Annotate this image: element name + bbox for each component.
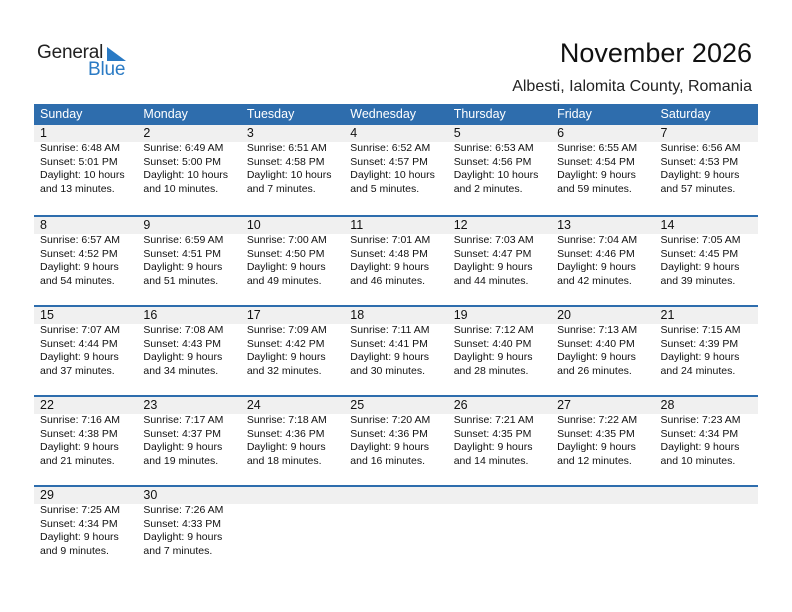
sunset-text: Sunset: 4:52 PM [40,247,118,260]
daylight-text: and 44 minutes. [453,274,529,287]
week-row [34,215,758,305]
daylight-text: and 2 minutes. [453,182,523,195]
daylight-text: Daylight: 9 hours [557,441,636,453]
daylight-text: Daylight: 9 hours [246,441,326,453]
sunrise-text: Sunrise: 7:08 AM [143,324,224,336]
daylight-text: and 30 minutes. [350,364,425,377]
sunrise-text: Sunrise: 6:55 AM [557,142,638,154]
day-number: 27 [557,398,572,412]
day-number: 4 [350,126,358,140]
sunset-text: Sunset: 4:39 PM [660,337,739,350]
daylight-text: Daylight: 10 hours [453,169,539,181]
daylight-text: Daylight: 10 hours [350,169,435,181]
day-cell [655,487,758,558]
day-number: 13 [557,218,572,232]
day-number: 17 [246,308,261,322]
sunrise-text: Sunrise: 6:51 AM [246,142,327,154]
day-number: 28 [660,398,675,412]
sunrise-text: Sunrise: 7:01 AM [350,234,431,246]
calendar-grid [34,104,758,575]
daylight-text: and 26 minutes. [557,364,632,377]
day-number: 1 [40,126,47,140]
sunset-text: Sunset: 4:33 PM [143,517,222,530]
daylight-text: and 10 minutes. [143,182,219,195]
day-cell [34,397,137,468]
sunset-text: Sunset: 4:44 PM [40,337,118,350]
sunset-text: Sunset: 4:34 PM [660,427,739,440]
day-number: 21 [660,308,675,322]
week-row [34,305,758,395]
day-number: 3 [246,126,254,140]
day-number: 14 [660,218,675,232]
sunset-text: Sunset: 4:36 PM [246,427,325,440]
weekday-monday: Monday [143,107,188,121]
day-number: 2 [143,126,151,140]
day-number: 11 [350,218,364,232]
day-cell [344,125,447,196]
daylight-text: and 7 minutes. [246,182,316,195]
day-cell [137,307,240,378]
daylight-text: Daylight: 9 hours [350,351,430,363]
sunset-text: Sunset: 4:54 PM [557,155,635,168]
day-number [661,487,758,504]
day-cell [137,487,240,558]
daylight-text: and 59 minutes. [557,182,632,195]
daylight-text: and 37 minutes. [40,364,115,377]
day-number: 5 [453,126,461,140]
day-number: 16 [143,308,158,322]
sunrise-text: Sunrise: 7:07 AM [40,324,120,336]
daylight-text: and 51 minutes. [143,274,219,287]
sunset-text: Sunset: 4:41 PM [350,337,428,350]
daylight-text: and 21 minutes. [40,454,115,467]
day-cell [344,307,447,378]
daylight-text: Daylight: 9 hours [40,351,119,363]
day-cell [34,487,137,558]
sunset-text: Sunset: 4:40 PM [453,337,532,350]
sunrise-text: Sunrise: 6:57 AM [40,234,120,246]
sunrise-text: Sunrise: 6:59 AM [143,234,224,246]
logo-text-blue: Blue [88,59,126,80]
day-number: 7 [660,126,668,140]
day-number: 29 [40,488,54,502]
day-cell [655,125,758,196]
sunrise-text: Sunrise: 7:13 AM [557,324,638,336]
day-cell [344,397,447,468]
day-cell [137,125,240,196]
day-number: 25 [350,398,365,412]
daylight-text: and 13 minutes. [40,182,115,195]
day-cell [551,487,654,558]
daylight-text: and 57 minutes. [660,182,736,195]
sunset-text: Sunset: 4:37 PM [143,427,222,440]
sunrise-text: Sunrise: 7:00 AM [246,234,327,246]
sunset-text: Sunset: 5:00 PM [143,155,222,168]
sunrise-text: Sunrise: 7:25 AM [40,504,120,516]
sunrise-text: Sunrise: 7:11 AM [350,324,430,336]
day-number: 22 [40,398,54,412]
day-cell [448,307,551,378]
day-cell [34,217,137,288]
day-number: 12 [453,218,468,232]
day-number: 24 [246,398,261,412]
day-number: 15 [40,308,54,322]
sunset-text: Sunset: 4:36 PM [350,427,428,440]
sunrise-text: Sunrise: 7:12 AM [453,324,534,336]
sunset-text: Sunset: 4:38 PM [40,427,118,440]
weeks-container [34,125,758,575]
day-cell [448,217,551,288]
daylight-text: Daylight: 9 hours [350,261,430,273]
daylight-text: Daylight: 9 hours [453,441,533,453]
sunrise-text: Sunrise: 6:49 AM [143,142,224,154]
page-title: November 2026 [559,38,752,68]
daylight-text: and 10 minutes. [660,454,736,467]
day-cell [34,125,137,196]
sunrise-text: Sunrise: 6:53 AM [453,142,534,154]
day-number [454,487,551,504]
daylight-text: and 54 minutes. [40,274,115,287]
day-number [557,487,654,504]
day-number: 26 [453,398,468,412]
day-cell [655,217,758,288]
weekday-wednesday: Wednesday [350,107,417,121]
sunrise-text: Sunrise: 7:15 AM [660,324,741,336]
sunrise-text: Sunrise: 7:03 AM [453,234,534,246]
day-number: 19 [453,308,468,322]
day-number: 18 [350,308,365,322]
daylight-text: Daylight: 9 hours [660,441,740,453]
weekday-saturday: Saturday [660,107,711,121]
weekday-thursday: Thursday [453,107,506,121]
daylight-text: Daylight: 9 hours [246,261,326,273]
sunset-text: Sunset: 4:43 PM [143,337,222,350]
daylight-text: Daylight: 9 hours [143,261,223,273]
daylight-text: and 19 minutes. [143,454,219,467]
daylight-text: Daylight: 9 hours [660,351,740,363]
sunrise-text: Sunrise: 7:09 AM [246,324,327,336]
day-cell [241,307,344,378]
sunrise-text: Sunrise: 6:52 AM [350,142,431,154]
weekday-header-row [34,104,758,125]
location-subtitle: Albesti, Ialomita County, Romania [512,78,752,95]
sunrise-text: Sunrise: 7:20 AM [350,414,431,426]
sunset-text: Sunset: 4:57 PM [350,155,428,168]
daylight-text: and 46 minutes. [350,274,425,287]
daylight-text: and 12 minutes. [557,454,632,467]
sunset-text: Sunset: 4:58 PM [246,155,325,168]
sunset-text: Sunset: 4:35 PM [453,427,532,440]
day-cell [551,397,654,468]
day-cell [34,307,137,378]
daylight-text: Daylight: 10 hours [143,169,229,181]
daylight-text: Daylight: 9 hours [557,261,636,273]
day-number: 10 [246,218,261,232]
daylight-text: and 32 minutes. [246,364,322,377]
week-row [34,125,758,215]
sunset-text: Sunset: 4:35 PM [557,427,635,440]
day-cell [241,397,344,468]
sunset-text: Sunset: 5:01 PM [40,155,118,168]
daylight-text: Daylight: 9 hours [660,261,740,273]
day-cell [241,125,344,196]
day-cell [241,217,344,288]
day-cell [448,487,551,558]
sunset-text: Sunset: 4:46 PM [557,247,635,260]
daylight-text: Daylight: 9 hours [557,351,636,363]
sunrise-text: Sunrise: 7:23 AM [660,414,741,426]
daylight-text: Daylight: 9 hours [40,441,119,453]
sunset-text: Sunset: 4:47 PM [453,247,532,260]
day-cell [448,125,551,196]
daylight-text: Daylight: 9 hours [350,441,430,453]
daylight-text: and 14 minutes. [453,454,529,467]
weekday-tuesday: Tuesday [246,107,295,121]
week-row [34,395,758,485]
day-cell [344,217,447,288]
sunset-text: Sunset: 4:50 PM [246,247,325,260]
sunrise-text: Sunrise: 7:26 AM [143,504,224,516]
daylight-text: Daylight: 9 hours [246,351,326,363]
sunset-text: Sunset: 4:40 PM [557,337,635,350]
day-cell [137,397,240,468]
daylight-text: Daylight: 10 hours [246,169,332,181]
daylight-text: Daylight: 10 hours [40,169,125,181]
daylight-text: and 16 minutes. [350,454,425,467]
sunset-text: Sunset: 4:53 PM [660,155,739,168]
sunset-text: Sunset: 4:48 PM [350,247,428,260]
day-cell [655,397,758,468]
daylight-text: Daylight: 9 hours [453,261,533,273]
daylight-text: and 28 minutes. [453,364,529,377]
day-number: 30 [143,488,158,502]
daylight-text: Daylight: 9 hours [143,351,223,363]
day-number: 8 [40,218,47,232]
sunrise-text: Sunrise: 7:22 AM [557,414,638,426]
sunrise-text: Sunrise: 7:16 AM [40,414,120,426]
daylight-text: and 18 minutes. [246,454,322,467]
day-cell [551,307,654,378]
daylight-text: Daylight: 9 hours [143,531,223,543]
sunset-text: Sunset: 4:34 PM [40,517,118,530]
day-cell [448,397,551,468]
daylight-text: Daylight: 9 hours [40,531,119,543]
sunrise-text: Sunrise: 7:18 AM [246,414,327,426]
daylight-text: Daylight: 9 hours [660,169,740,181]
day-cell [551,125,654,196]
day-number: 20 [557,308,572,322]
daylight-text: and 5 minutes. [350,182,420,195]
sunset-text: Sunset: 4:56 PM [453,155,532,168]
day-number [247,487,344,504]
day-cell [137,217,240,288]
day-cell [655,307,758,378]
daylight-text: Daylight: 9 hours [453,351,533,363]
daylight-text: Daylight: 9 hours [557,169,636,181]
sunrise-text: Sunrise: 6:56 AM [660,142,741,154]
weekday-sunday: Sunday [40,107,83,121]
day-number [350,487,447,504]
sunrise-text: Sunrise: 7:04 AM [557,234,638,246]
sunset-text: Sunset: 4:51 PM [143,247,222,260]
sunrise-text: Sunrise: 7:17 AM [143,414,224,426]
day-number: 6 [557,126,565,140]
daylight-text: and 42 minutes. [557,274,632,287]
week-row [34,485,758,575]
weekday-friday: Friday [557,107,592,121]
sunrise-text: Sunrise: 7:21 AM [453,414,534,426]
day-cell [551,217,654,288]
daylight-text: and 24 minutes. [660,364,736,377]
daylight-text: and 39 minutes. [660,274,736,287]
daylight-text: and 49 minutes. [246,274,322,287]
daylight-text: and 34 minutes. [143,364,219,377]
daylight-text: Daylight: 9 hours [143,441,223,453]
daylight-text: and 7 minutes. [143,544,213,557]
daylight-text: Daylight: 9 hours [40,261,119,273]
generalblue-logo [37,42,137,82]
daylight-text: and 9 minutes. [40,544,109,557]
sunrise-text: Sunrise: 6:48 AM [40,142,120,154]
sunrise-text: Sunrise: 7:05 AM [660,234,741,246]
day-cell [344,487,447,558]
day-cell [241,487,344,558]
sunset-text: Sunset: 4:42 PM [246,337,325,350]
logo-text-general: General [37,42,104,63]
day-number: 23 [143,398,158,412]
day-number: 9 [143,218,151,232]
sunset-text: Sunset: 4:45 PM [660,247,739,260]
